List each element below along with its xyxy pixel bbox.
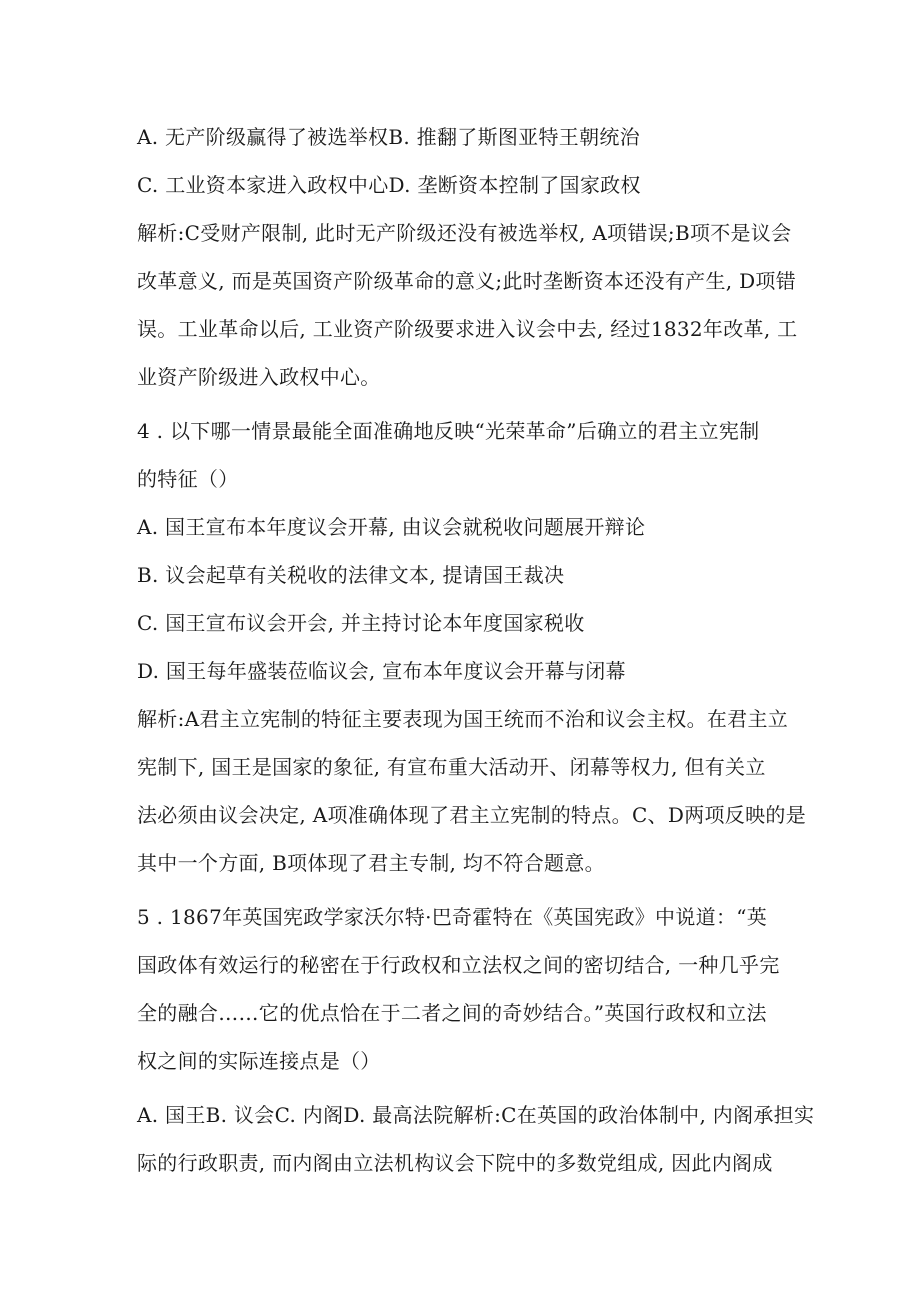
- q4-option-b: B. 议会起草有关税收的法律文本, 提请国王裁决: [137, 563, 565, 587]
- q5-stem-line-2: 国政体有效运行的秘密在于行政权和立法权之间的密切结合, 一种几乎完: [137, 953, 780, 977]
- q4-option-c: C. 国王宣布议会开会, 并主持讨论本年度国家税收: [137, 611, 585, 635]
- q4-analysis-line-4: 其中一个方面, B项体现了君主专制, 均不符合题意。: [137, 851, 605, 875]
- q4-analysis-line-2: 宪制下, 国王是国家的象征, 有宣布重大活动开、闭幕等权力, 但有关立: [137, 755, 766, 779]
- q4-stem-line-1: 4 . 以下哪一情景最能全面准确地反映“光荣革命”后确立的君主立宪制: [137, 419, 760, 443]
- q5-stem-line-3: 全的融合……它的优点恰在于二者之间的奇妙结合。”英国行政权和立法: [137, 1001, 767, 1025]
- q5-stem-line-1: 5 . 1867年英国宪政学家沃尔特·巴奇霍特在《英国宪政》中说道：“英: [137, 905, 768, 929]
- q5-options-analysis-line-1: A. 国王B. 议会C. 内阁D. 最高法院解析:C在英国的政治体制中, 内阁承担实: [137, 1103, 815, 1127]
- q4-option-d: D. 国王每年盛装莅临议会, 宣布本年度议会开幕与闭幕: [137, 659, 626, 683]
- q3-analysis-line-4: 业资产阶级进入政权中心。: [137, 365, 381, 389]
- q5-stem-line-4: 权之间的实际连接点是（）: [137, 1049, 381, 1073]
- q4-stem-line-2: 的特征（）: [137, 467, 239, 491]
- q4-analysis-line-3: 法必须由议会决定, A项准确体现了君主立宪制的特点。C、D两项反映的是: [137, 803, 806, 827]
- q4-analysis-line-1: 解析:A君主立宪制的特征主要表现为国王统而不治和议会主权。在君主立: [137, 707, 789, 731]
- q5-analysis-line-2: 际的行政职责, 而内阁由立法机构议会下院中的多数党组成, 因此内阁成: [137, 1151, 773, 1175]
- q3-option-c-d: C. 工业资本家进入政权中心D. 垄断资本控制了国家政权: [137, 173, 641, 197]
- q3-option-a-b: A. 无产阶级赢得了被选举权B. 推翻了斯图亚特王朝统治: [137, 125, 640, 149]
- q4-option-a: A. 国王宣布本年度议会开幕, 由议会就税收问题展开辩论: [137, 515, 646, 539]
- q3-analysis-line-2: 改革意义, 而是英国资产阶级革命的意义;此时垄断资本还没有产生, D项错: [137, 269, 797, 293]
- q3-analysis-line-1: 解析:C受财产限制, 此时无产阶级还没有被选举权, A项错误;B项不是议会: [137, 221, 792, 245]
- q3-analysis-line-3: 误。工业革命以后, 工业资产阶级要求进入议会中去, 经过1832年改革, 工: [137, 317, 798, 341]
